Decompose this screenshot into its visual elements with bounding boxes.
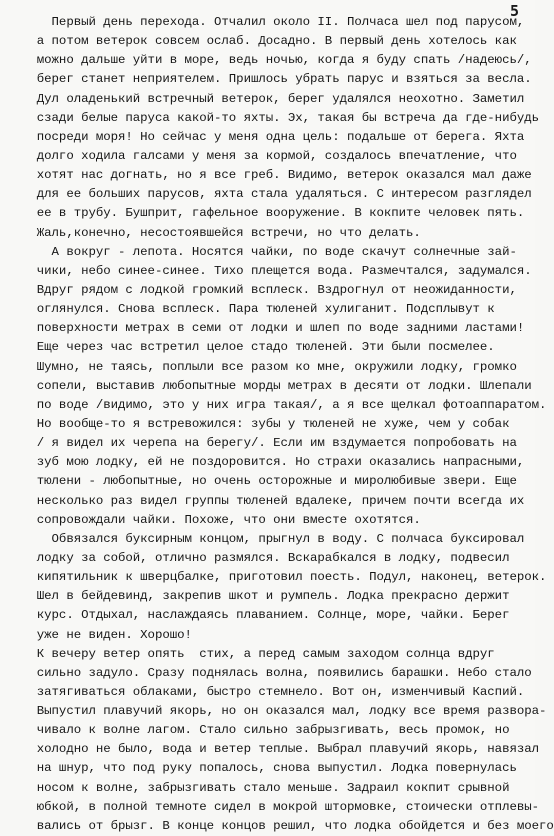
- text-line: / я видел их черепа на берегу/. Если им вздумается попробовать на: [22, 436, 517, 451]
- text-line: Первый день перехода. Отчалил около II. Полчаса шел под парусом,: [22, 15, 525, 29]
- body-text: [22, 13, 554, 836]
- text-line: курс. Отдыхал, наслаждаясь плаванием. Солнце, море, чайки. Берег: [22, 608, 510, 623]
- text-line: сзади белые паруса какой-то яхты. Эх, такая бы встреча да где-нибудь: [22, 110, 539, 125]
- text-line: можно дальше уйти в море, ведь ночью, когда я буду спать /надеюсь/,: [22, 53, 532, 68]
- text-line: уже не виден. Хорошо!: [22, 627, 192, 642]
- text-line: поверхности метрах в семи от лодки и шлеп по воде задними ластами!: [22, 321, 525, 336]
- text-line: хотят нас догнать, но я все греб. Видимо, ветерок оказался мал даже: [22, 168, 532, 183]
- text-line: Вдруг рядом с лодкой громкий всплеск. Вздрогнул от неожиданности,: [22, 282, 517, 297]
- text-line: Еще через час встретил целое стадо тюленей. Эти были посмелее.: [22, 340, 495, 355]
- text-line: сильно задуло. Сразу поднялась волна, появились барашки. Небо стало: [22, 665, 532, 680]
- text-line: Обвязался буксирным концом, прыгнул в воду. С полчаса буксировал: [22, 531, 525, 546]
- text-line: носом к волне, забрызгивать стало меньше. Задраил кокпит срывной: [22, 780, 510, 795]
- text-line: долго ходила галсами у меня за кормой, создалось впечатление, что: [22, 148, 517, 163]
- text-line: посреди моря! Но сейчас у меня одна цель: подальше от берега. Яхта: [22, 129, 525, 144]
- paragraph: [22, 13, 539, 243]
- text-line: Шумно, не таясь, поплыли все разом ко мне, окружили лодку, громко: [22, 359, 517, 374]
- text-line: чики, небо синее-синее. Тихо плещется вода. Размечтался, задумался.: [22, 263, 532, 278]
- text-line: Но вообще-то я встревожился: зубы у тюленей не хуже, чем у собак: [22, 416, 510, 431]
- text-line: Дул оладенький встречный ветерок, берег удалялся неохотно. Заметил: [22, 91, 525, 106]
- text-line: берег станет неприятелем. Пришлось убрать парус и взяться за весла.: [22, 72, 532, 87]
- text-line: тюлени - любопытные, но очень осторожные и миролюбивые звери. Еще: [22, 474, 517, 489]
- paragraph: [22, 243, 547, 530]
- text-line: Выпустил плавучий якорь, но он оказался мал, лодку все время развора-: [22, 704, 547, 719]
- text-line: Жаль,конечно, несостоявшейся встречи, но что делать.: [22, 225, 421, 240]
- text-line: чивало к волне лагом. Стало сильно забрызгивать, весь промок, но: [22, 723, 510, 738]
- text-line: а потом ветерок совсем ослаб. Досадно. В первый день хотелось как: [22, 34, 517, 49]
- text-line: лодку за собой, отлично размялся. Вскарабкался в лодку, подвесил: [22, 550, 510, 565]
- text-line: К вечеру ветер опять стих, а перед самым заходом солнца вдруг: [22, 646, 495, 661]
- text-line: оглянулся. Снова всплеск. Пара тюленей хулиганит. Подсплывут к: [22, 302, 495, 317]
- text-line: Шел в бейдевинд, закрепив шкот и румпель. Лодка прекрасно держит: [22, 589, 510, 604]
- text-line: для ее больших парусов, яхта стала удаляться. С интересом разглядел: [22, 187, 532, 202]
- text-line: вались от брызг. В конце концов решил, что лодка обойдется и без моего: [22, 818, 554, 833]
- text-line: зуб мою лодку, ей не поздоровится. Но страхи оказались напрасными,: [22, 455, 525, 470]
- paragraph: [22, 530, 547, 645]
- text-line: по воде /видимо, это у них игра такая/, а я все щелкал фотоаппаратом.: [22, 397, 547, 412]
- text-line: на шнур, что под руку попалось, снова выпустил. Лодка повернулась: [22, 761, 517, 776]
- text-line: кипятильник к шверцбалке, приготовил поесть. Подул, наконец, ветерок.: [22, 570, 547, 585]
- text-line: несколько раз видел группы тюленей вдалеке, причем почти всегда их: [22, 493, 525, 508]
- paragraph: [22, 645, 554, 836]
- text-line: ее в трубу. Бушприт, гафельное вооружение. В кокпите человек пять.: [22, 206, 525, 221]
- text-line: юбкой, в полной темноте сидел в мокрой штормовке, стоически отплевы-: [22, 799, 539, 814]
- text-line: А вокруг - лепота. Носятся чайки, по воде скачут солнечные зай-: [22, 244, 517, 259]
- text-line: затягиваться облаками, быстро стемнело. Вот он, изменчивый Каспий.: [22, 684, 525, 699]
- text-line: сопели, выставив любопытные морды метрах в десяти от лодки. Шлепали: [22, 378, 532, 393]
- text-line: холодно не было, вода и ветер теплые. Выбрал плавучий якорь, навязал: [22, 742, 539, 757]
- text-line: сопровождали чайки. Похоже, что они вместе охотятся.: [22, 512, 421, 527]
- page-number: 5: [509, 2, 519, 20]
